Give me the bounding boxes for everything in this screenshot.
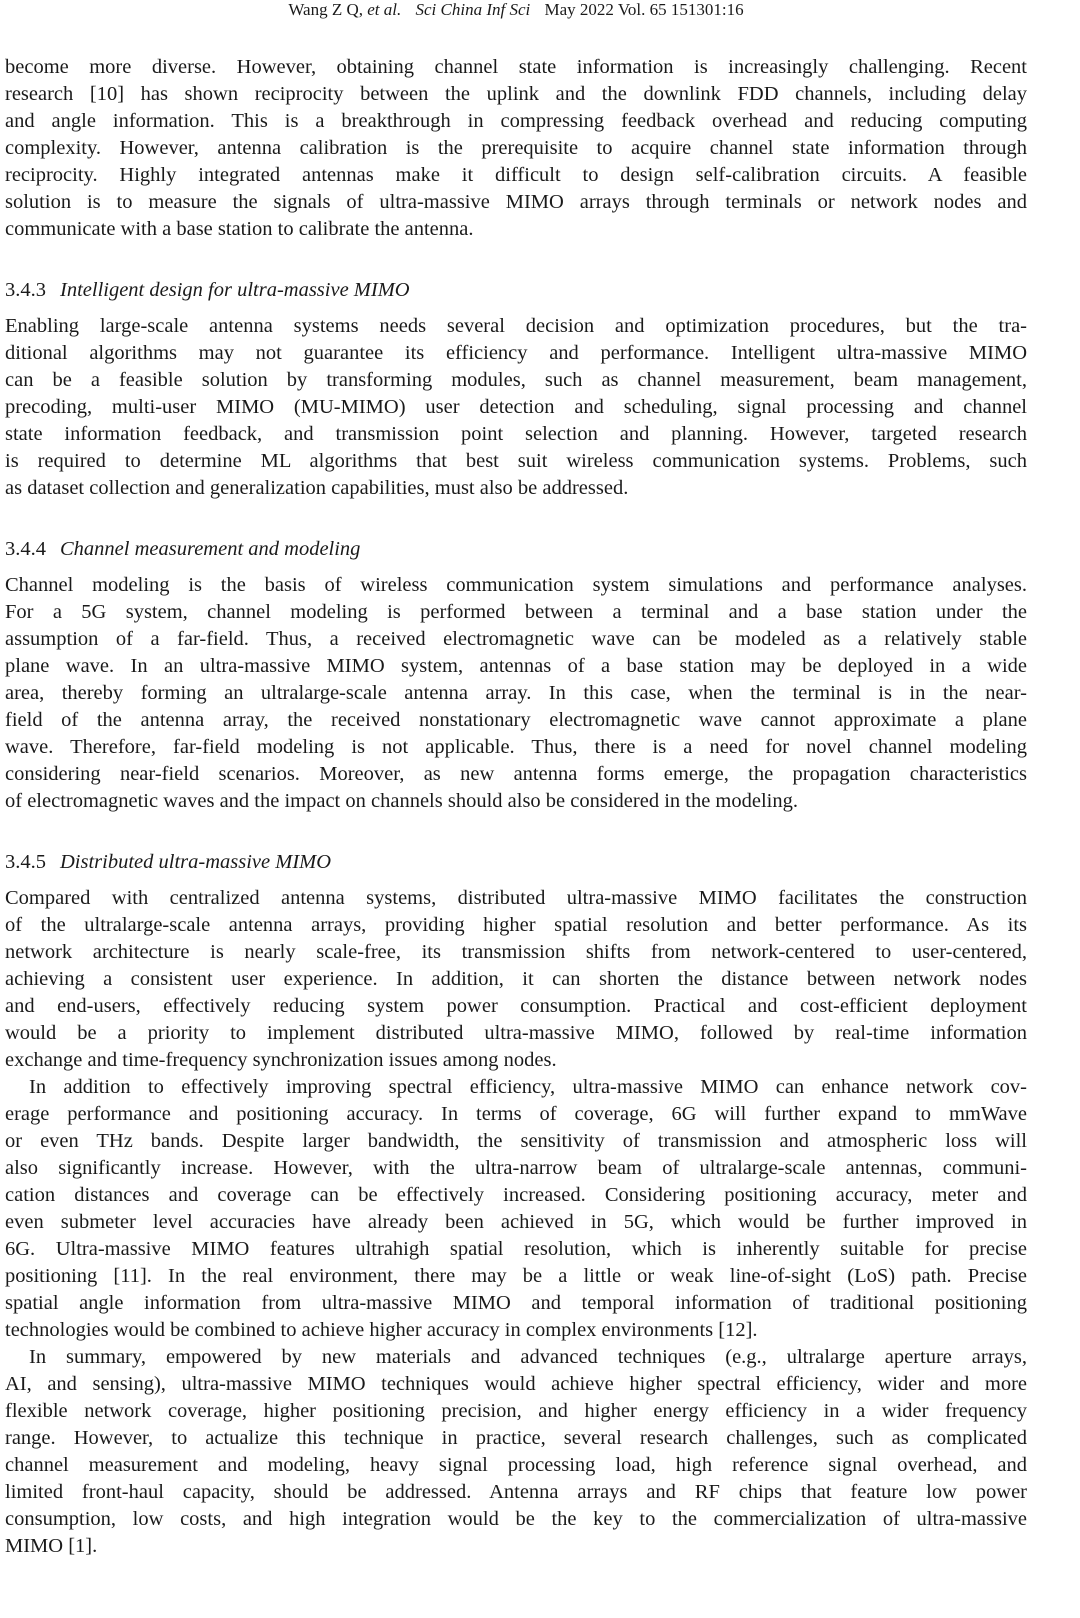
text-line: field of the antenna array, the received nonstationary electromagnetic wave cannot approximate a plane — [5, 709, 1027, 731]
text-line: In addition to effectively improving spectral efficiency, ultra-massive MIMO can enhance network cov- — [29, 1076, 1027, 1098]
text-line: MIMO [1]. — [5, 1535, 98, 1557]
text-line: complexity. However, antenna calibration is the prerequisite to acquire channel state information through — [5, 137, 1027, 159]
paragraph — [5, 885, 1027, 1074]
text-line: become more diverse. However, obtaining channel state information is increasingly challenging. Recent — [5, 56, 1027, 78]
text-line: as dataset collection and generalization capabilities, must also be addressed. — [5, 477, 629, 499]
header-authors — [288, 0, 401, 19]
text-line: precoding, multi-user MIMO (MU-MIMO) user detection and scheduling, signal processing and channel — [5, 396, 1027, 418]
text-line: is required to determine ML algorithms that best suit wireless communication systems. Problems, such — [5, 450, 1027, 472]
text-line: reciprocity. Highly integrated antennas make it difficult to design self-calibration circuits. A feasible — [5, 164, 1027, 186]
section-title: Channel measurement and modeling — [60, 538, 361, 560]
text-line: spatial angle information from ultra-massive MIMO and temporal information of traditional positioning — [5, 1292, 1027, 1314]
text-line: exchange and time-frequency synchronization issues among nodes. — [5, 1049, 557, 1071]
paragraph — [5, 313, 1027, 502]
text-line: communicate with a base station to calibrate the antenna. — [5, 218, 474, 240]
page-body — [5, 54, 1027, 1560]
header-issue: May 2022 Vol. 65 151301:16 — [544, 0, 744, 19]
text-line: positioning [11]. In the real environment, there may be a little or weak line-of-sight (LoS) path. Precise — [5, 1265, 1027, 1287]
text-line: and angle information. This is a breakthrough in compressing feedback overhead and reducing computing — [5, 110, 1027, 132]
et-al: et al. — [367, 0, 402, 19]
text-line: For a 5G system, channel modeling is performed between a terminal and a base station under the — [5, 601, 1027, 623]
text-line: cation distances and coverage can be effectively increased. Considering positioning accuracy, meter and — [5, 1184, 1027, 1206]
text-line: network architecture is nearly scale-free, its transmission shifts from network-centered to user-centered, — [5, 941, 1027, 963]
text-line: of the ultralarge-scale antenna arrays, providing higher spatial resolution and better performance. As its — [5, 914, 1027, 936]
text-line: also significantly increase. However, with the ultra-narrow beam of ultralarge-scale antennas, communi- — [5, 1157, 1027, 1179]
text-line: AI, and sensing), ultra-massive MIMO techniques would achieve higher spectral efficiency, wider and more — [5, 1373, 1027, 1395]
text-line: and end-users, effectively reducing system power consumption. Practical and cost-efficient deployment — [5, 995, 1027, 1017]
running-header — [0, 0, 1032, 20]
paragraph — [5, 1344, 1027, 1560]
text-line: solution is to measure the signals of ultra-massive MIMO arrays through terminals or network nodes and — [5, 191, 1027, 213]
text-line: area, thereby forming an ultralarge-scale antenna array. In this case, when the terminal is in the near- — [5, 682, 1027, 704]
text-line: even submeter level accuracies have already been achieved in 5G, which would be further improved in — [5, 1211, 1027, 1233]
text-line: channel measurement and modeling, heavy signal processing load, high reference signal overhead, and — [5, 1454, 1027, 1476]
section-heading — [5, 277, 1027, 304]
text-line: technologies would be combined to achieve higher accuracy in complex environments [12]. — [5, 1319, 758, 1341]
section-title: Intelligent design for ultra-massive MIMO — [60, 279, 410, 301]
text-line: Compared with centralized antenna systems, distributed ultra-massive MIMO facilitates the construction — [5, 887, 1027, 909]
text-line: In summary, empowered by new materials and advanced techniques (e.g., ultralarge aperture arrays, — [29, 1346, 1027, 1368]
paragraph — [5, 572, 1027, 815]
text-line: erage performance and positioning accuracy. In terms of coverage, 6G will further expand to mmWave — [5, 1103, 1027, 1125]
text-line: consumption, low costs, and high integration would be the key to the commercialization of ultra-massive — [5, 1508, 1027, 1530]
authors: Wang Z Q, — [288, 0, 363, 19]
paragraph — [5, 1074, 1027, 1344]
section-number: 3.4.4 — [5, 538, 46, 560]
header-journal: Sci China Inf Sci — [415, 0, 531, 19]
text-line: research [10] has shown reciprocity between the uplink and the downlink FDD channels, including delay — [5, 83, 1027, 105]
paragraph — [5, 54, 1027, 243]
text-line: can be a feasible solution by transforming modules, such as channel measurement, beam management, — [5, 369, 1027, 391]
text-line: range. However, to actualize this technique in practice, several research challenges, such as complicated — [5, 1427, 1027, 1449]
text-line: state information feedback, and transmission point selection and planning. However, targeted research — [5, 423, 1027, 445]
section-title: Distributed ultra-massive MIMO — [60, 851, 332, 873]
text-line: considering near-field scenarios. Moreover, as new antenna forms emerge, the propagation characteristics — [5, 763, 1027, 785]
text-line: Enabling large-scale antenna systems needs several decision and optimization procedures, but the tra- — [5, 315, 1027, 337]
section-number: 3.4.3 — [5, 279, 46, 301]
section-number: 3.4.5 — [5, 851, 46, 873]
text-line: flexible network coverage, higher positioning precision, and higher energy efficiency in a wider frequency — [5, 1400, 1027, 1422]
text-line: wave. Therefore, far-field modeling is not applicable. Thus, there is a need for novel channel modeling — [5, 736, 1027, 758]
text-line: or even THz bands. Despite larger bandwidth, the sensitivity of transmission and atmospheric loss will — [5, 1130, 1027, 1152]
section-heading — [5, 536, 1027, 563]
section-heading — [5, 849, 1027, 876]
text-line: 6G. Ultra-massive MIMO features ultrahigh spatial resolution, which is inherently suitable for precise — [5, 1238, 1027, 1260]
text-line: ditional algorithms may not guarantee its efficiency and performance. Intelligent ultra-massive MIMO — [5, 342, 1027, 364]
text-line: of electromagnetic waves and the impact on channels should also be considered in the modeling. — [5, 790, 798, 812]
text-line: Channel modeling is the basis of wireless communication system simulations and performance analyses. — [5, 574, 1027, 596]
text-line: achieving a consistent user experience. In addition, it can shorten the distance between network nodes — [5, 968, 1027, 990]
text-line: would be a priority to implement distributed ultra-massive MIMO, followed by real-time information — [5, 1022, 1027, 1044]
text-line: limited front-haul capacity, should be addressed. Antenna arrays and RF chips that feature low power — [5, 1481, 1027, 1503]
text-line: plane wave. In an ultra-massive MIMO system, antennas of a base station may be deployed in a wide — [5, 655, 1027, 677]
text-line: assumption of a far-field. Thus, a received electromagnetic wave can be modeled as a relatively stable — [5, 628, 1027, 650]
